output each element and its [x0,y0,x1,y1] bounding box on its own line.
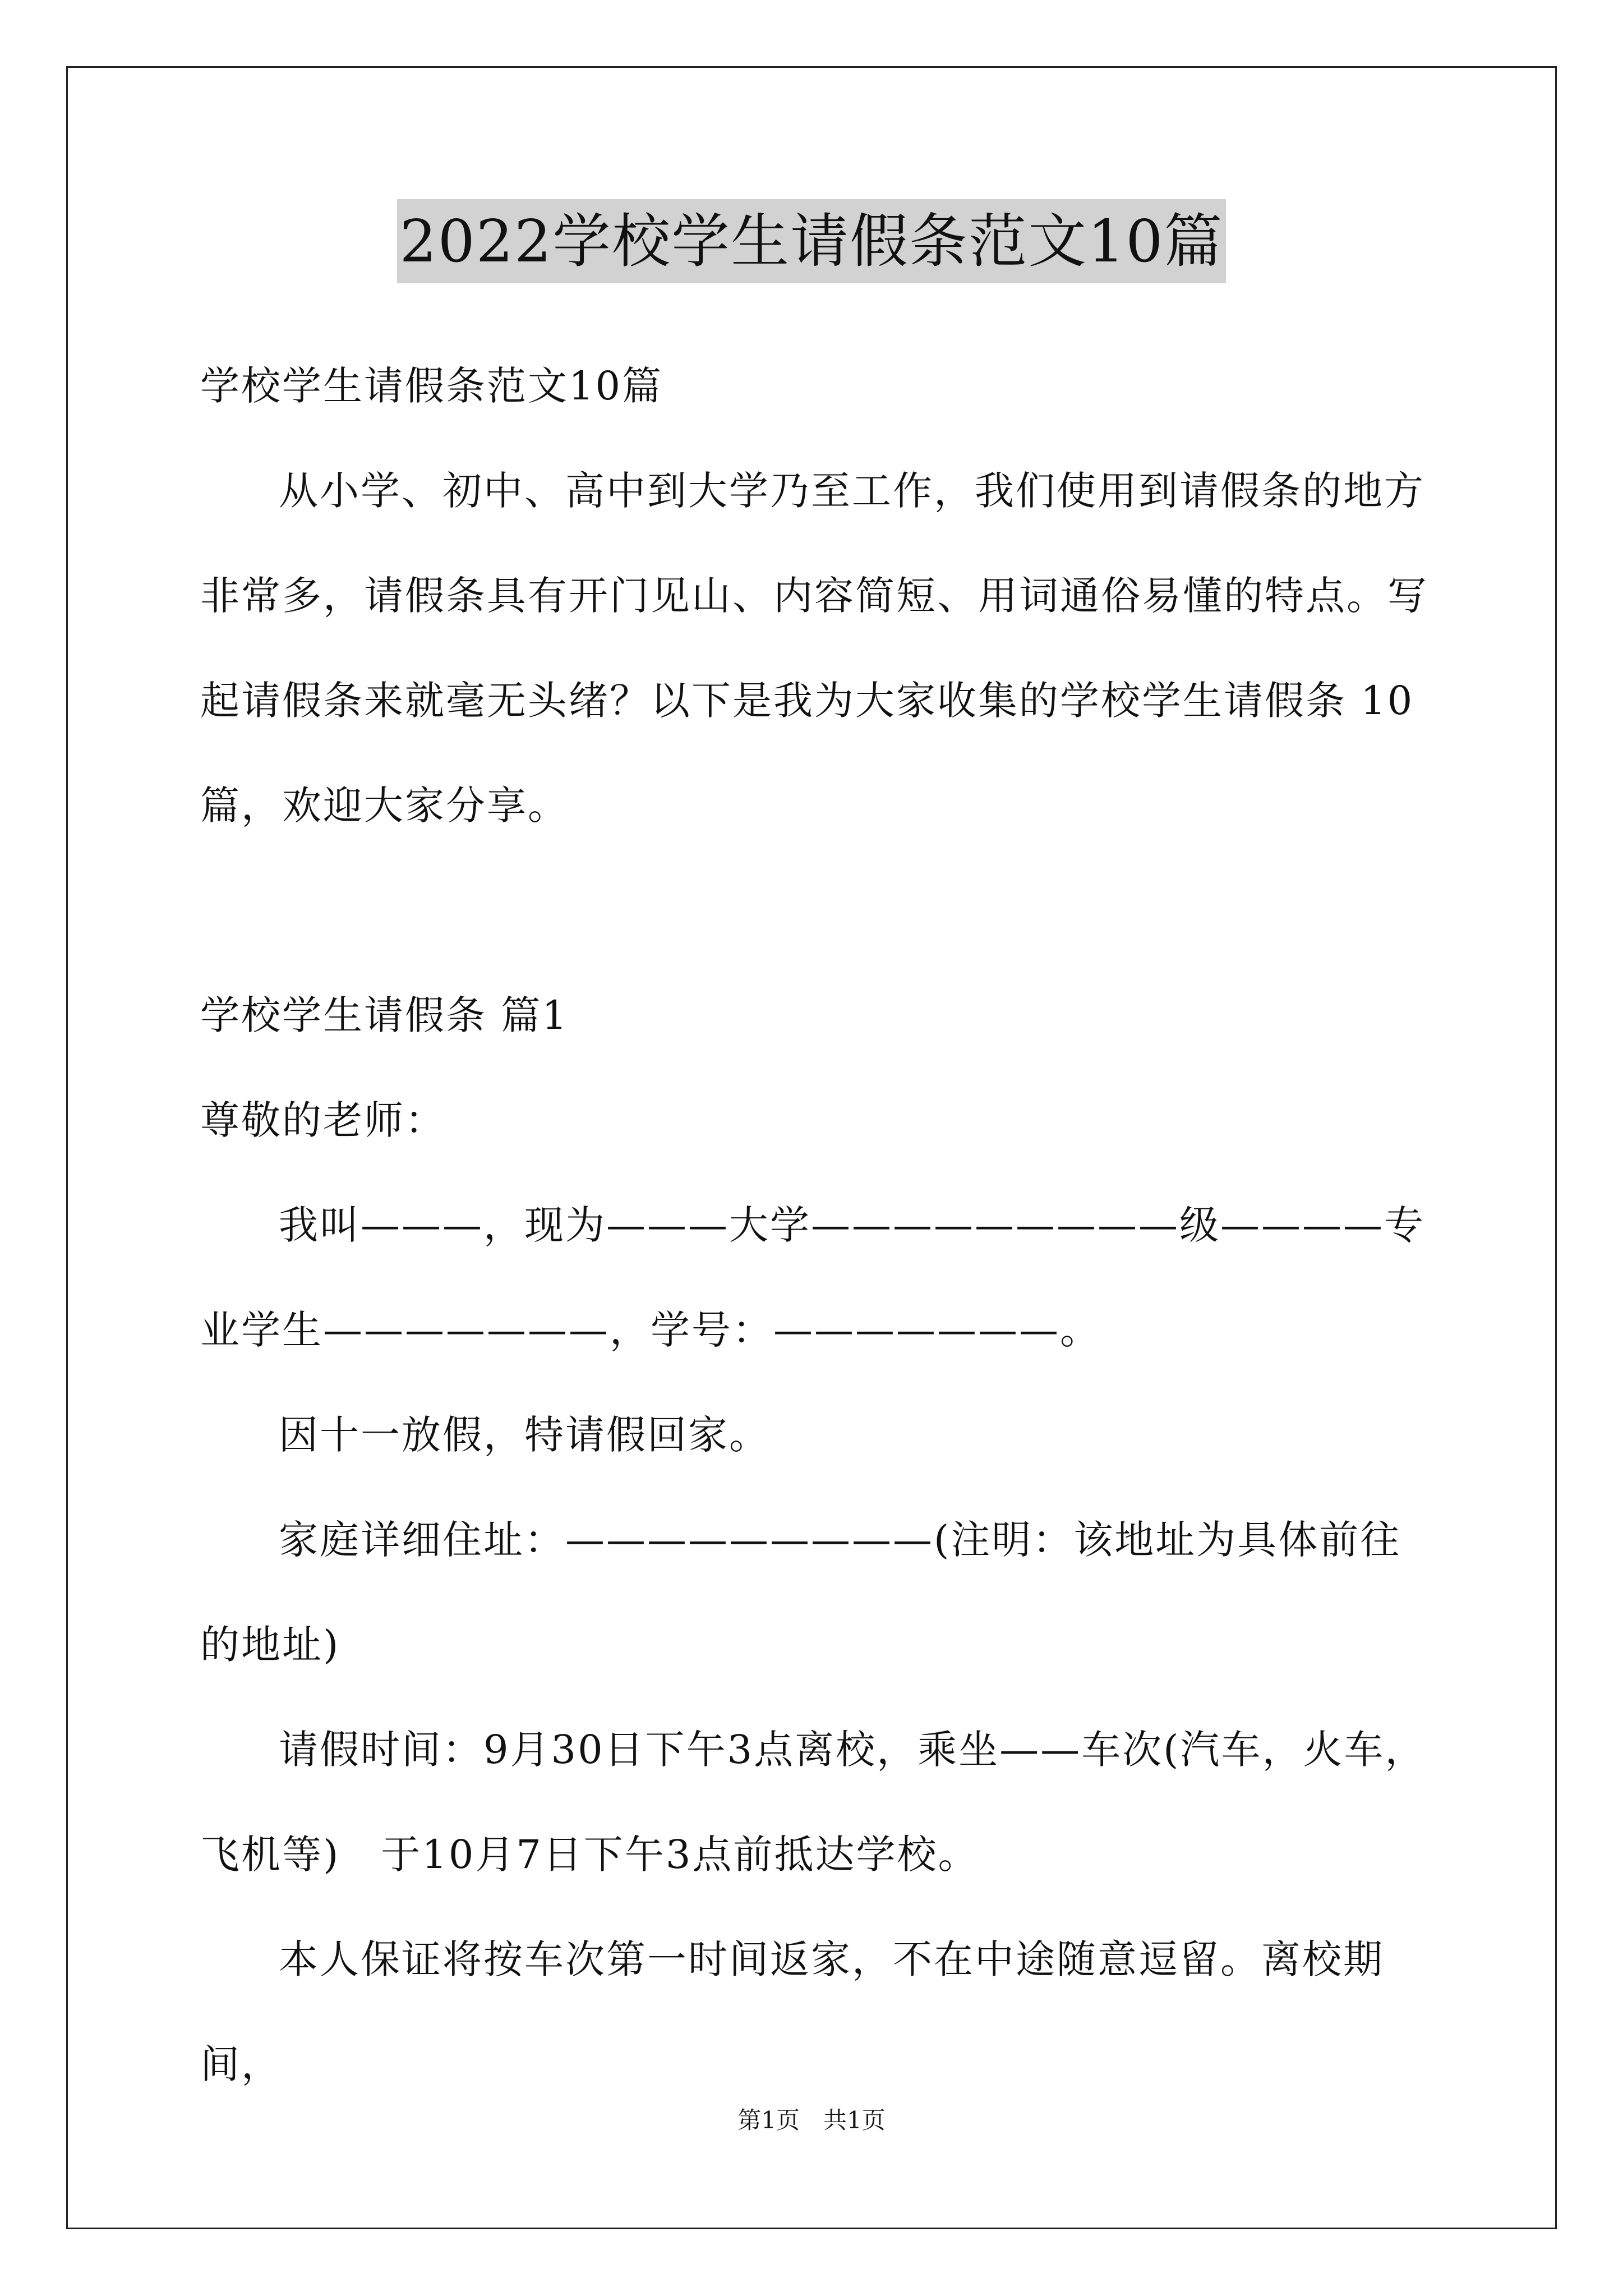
body-paragraph-time: 请假时间：9月30日下午3点离校，乘坐——车次(汽车，火车，飞机等) 于10月7日下午3点前抵达学校。 [200,1727,1426,1878]
salutation: 尊敬的老师： [200,1097,446,1143]
document-subtitle: 学校学生请假条范文10篇 [200,363,663,409]
document-title: 2022学校学生请假条范文10篇 [397,199,1225,283]
body-paragraph-reason: 因十一放假，特请假回家。 [279,1412,770,1458]
title-container [0,199,1623,283]
intro-paragraph: 从小学、初中、高中到大学乃至工作，我们使用到请假条的地方非常多，请假条具有开门见山、内容简短、用词通俗易懂的特点。写起请假条来就毫无头绪？以下是我为大家收集的学校学生请假条 10篇，欢迎大家分享。 [200,468,1428,829]
body-paragraph-address: 家庭详细住址：—————————(注明：该地址为具体前往的地址) [200,1517,1401,1668]
section-heading: 学校学生请假条 篇1 [200,992,569,1038]
document-body [200,334,1434,2117]
body-paragraph-promise: 本人保证将按车次第一时间返家，不在中途随意逗留。离校期间， [200,1936,1384,2087]
page-footer: 第1页 共1页 [737,2106,886,2134]
section-spacer [200,858,1434,963]
body-paragraph-name: 我叫———，现为———大学—————————级————专业学生———————，学号：———————。 [200,1202,1425,1353]
